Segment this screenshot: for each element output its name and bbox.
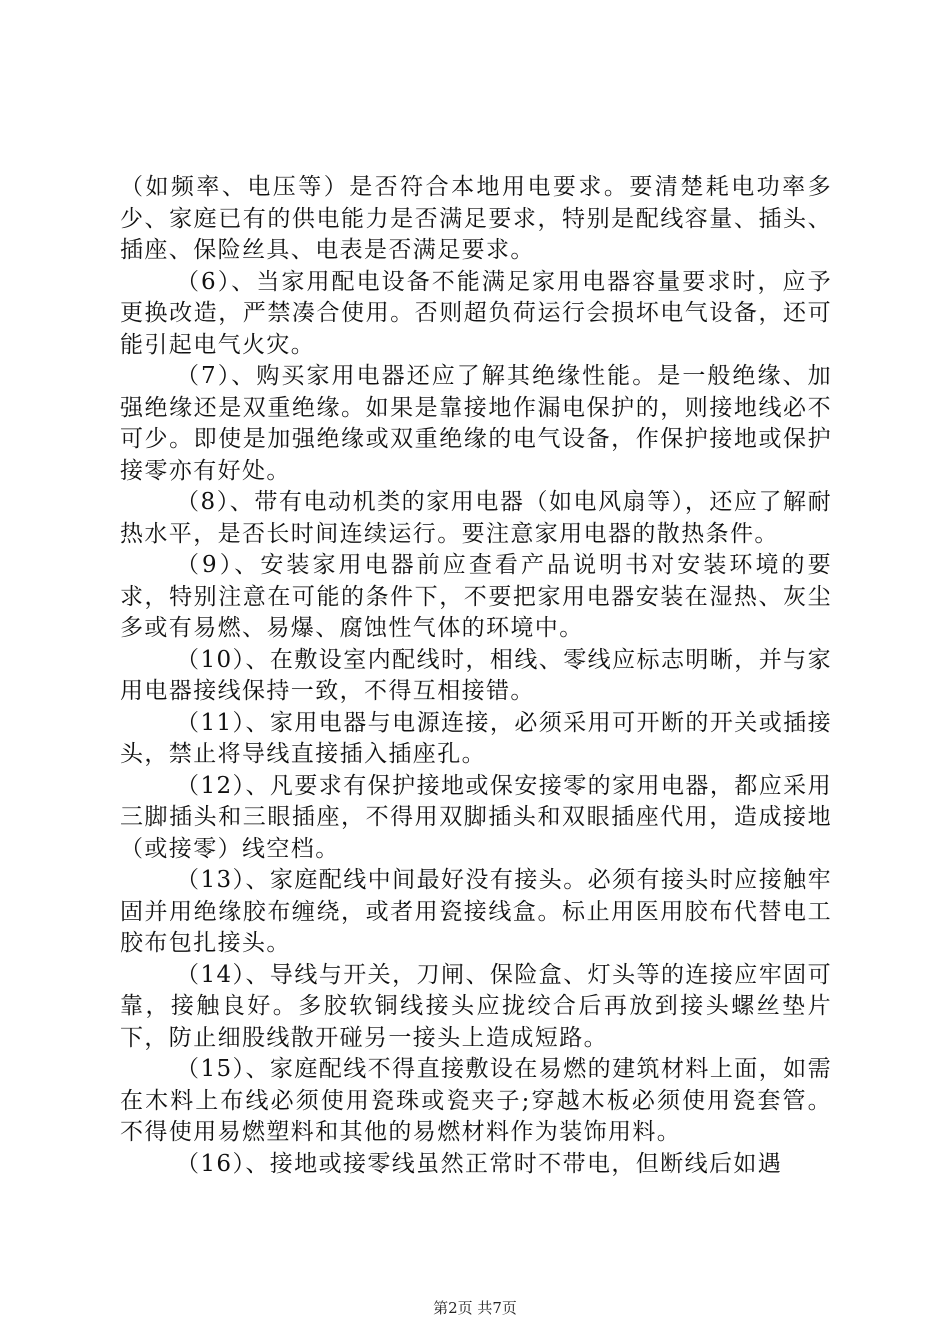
paragraph-item-8: （8）、带有电动机类的家用电器（如电风扇等），还应了解耐热水平，是否长时间连续运行。要注意家用电器的散热条件。: [120, 489, 832, 547]
paragraph-item-6: （6）、当家用配电设备不能满足家用电器容量要求时，应予更换改造，严禁凑合使用。否则超负荷运行会损坏电气设备，还可能引起电气火灾。: [120, 268, 832, 358]
page-number-footer: 第2页 共7页: [433, 1299, 517, 1317]
paragraph-item-14: （14）、导线与开关，刀闸、保险盒、灯头等的连接应牢固可靠，接触良好。多胶软铜线接头应拢绞合后再放到接头螺丝垫片下，防止细股线散开碰另一接头上造成短路。: [120, 961, 832, 1051]
paragraph-item-12: （12）、凡要求有保护接地或保安接零的家用电器，都应采用三脚插头和三眼插座，不得用双脚插头和双眼插座代用，造成接地（或接零）线空档。: [120, 772, 832, 862]
paragraph-item-13: （13）、家庭配线中间最好没有接头。必须有接头时应接触牢固并用绝缘胶布缠绕，或者用瓷接线盒。标止用医用胶布代替电工胶布包扎接头。: [120, 867, 832, 956]
paragraph-item-9: （9）、安装家用电器前应查看产品说明书对安装环境的要求，特别注意在可能的条件下，不要把家用电器安装在湿热、灰尘多或有易燃、易爆、腐蚀性气体的环境中。: [120, 552, 832, 641]
paragraph-item-15: （15）、家庭配线不得直接敷设在易燃的建筑材料上面，如需在木料上布线必须使用瓷珠或瓷夹子;穿越木板必须使用瓷套管。不得使用易燃塑料和其他的易燃材料作为装饰用料。: [120, 1056, 832, 1145]
document-body: [120, 172, 832, 1180]
paragraph-continuation: （如频率、电压等）是否符合本地用电要求。要清楚耗电功率多少、家庭已有的供电能力是否满足要求，特别是配线容量、插头、插座、保险丝具、电表是否满足要求。: [120, 174, 832, 263]
paragraph-item-7: （7）、购买家用电器还应了解其绝缘性能。是一般绝缘、加强绝缘还是双重绝缘。如果是靠接地作漏电保护的，则接地线必不可少。即使是加强绝缘或双重绝缘的电气设备，作保护接地或保护接零亦有好处。: [120, 363, 832, 484]
paragraph-item-10: （10）、在敷设室内配线时，相线、零线应标志明晰，并与家用电器接线保持一致，不得互相接错。: [120, 646, 832, 704]
paragraph-item-16: （16）、接地或接零线虽然正常时不带电，但断线后如遇: [176, 1150, 783, 1177]
paragraph-item-11: （11）、家用电器与电源连接，必须采用可开断的开关或插接头，禁止将导线直接插入插座孔。: [120, 709, 832, 767]
